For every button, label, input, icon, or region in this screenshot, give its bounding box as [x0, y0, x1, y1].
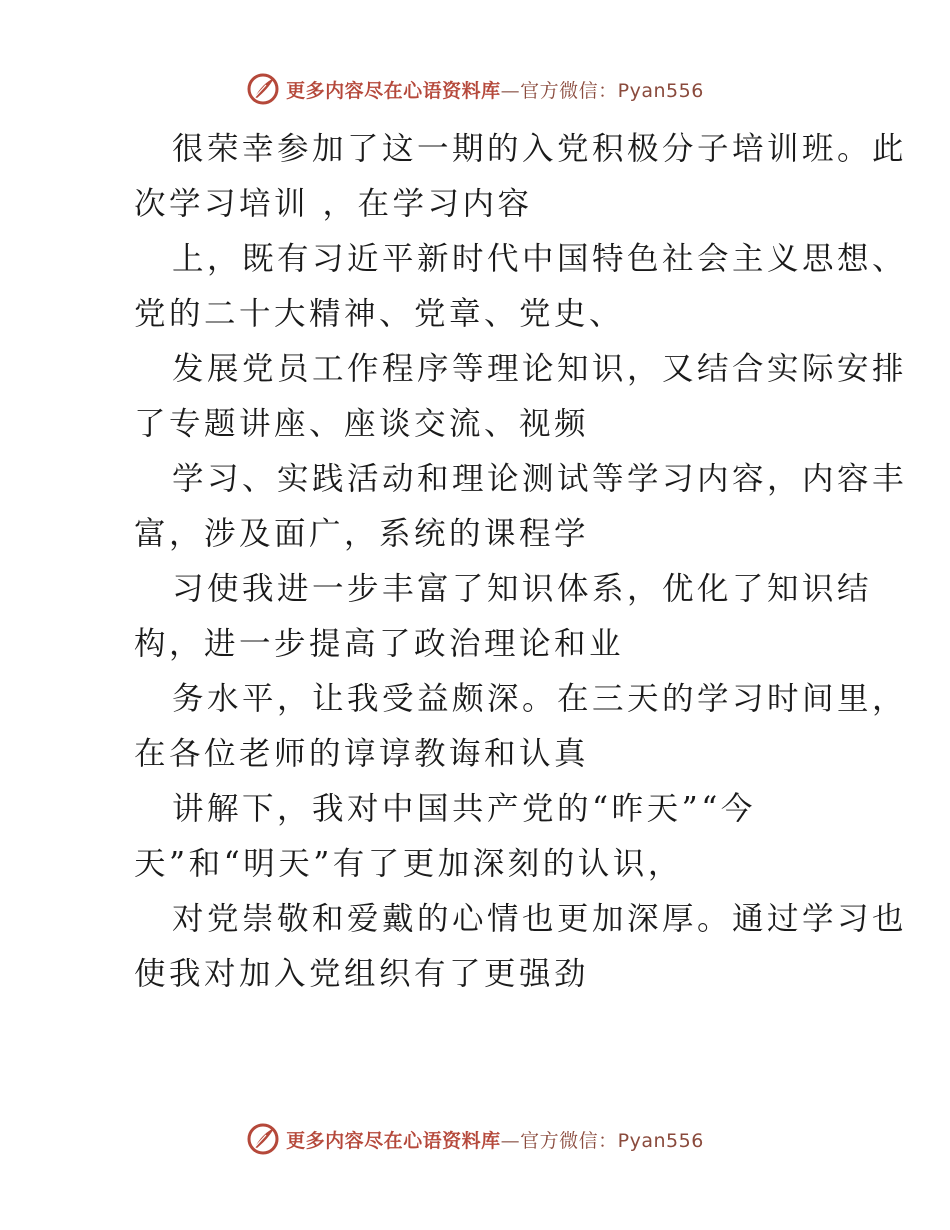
footer-brand: 更多内容尽在心语资料库 [286, 1129, 501, 1152]
paragraph-line: 对党崇敬和爱戴的心情也更加深厚。通过学习也 [172, 901, 908, 937]
paragraph-line: 学习、实践活动和理论测试等学习内容，内容丰 [172, 461, 908, 497]
paragraph-line: 次学习培训 ，在学习内容 [134, 186, 533, 222]
paragraph-line: 在各位老师的谆谆教诲和认真 [134, 736, 590, 772]
paragraph-line: 富，涉及面广，系统的课程学 [134, 516, 590, 552]
paragraph-line: 党的二十大精神、党章、党史、 [134, 296, 625, 332]
footer-text [286, 1126, 704, 1153]
paragraph-line: 很荣幸参加了这一期的入党积极分子培训班。此 [172, 131, 908, 167]
paragraph [98, 672, 908, 782]
paragraph [98, 892, 908, 1002]
paragraph-line: 发展党员工作程序等理论知识，又结合实际安排 [172, 351, 908, 387]
paragraph [98, 452, 908, 562]
feather-pen-icon [246, 72, 280, 106]
paragraph-line: 使我对加入党组织有了更强劲 [134, 956, 590, 992]
paragraph-line: 上，既有习近平新时代中国特色社会主义思想、 [172, 241, 908, 277]
paragraph-line: 讲解下，我对中国共产党的“昨天”“今 [172, 791, 756, 827]
footer-contact: 官方微信：Pyan556 [520, 1129, 704, 1152]
header-text [286, 76, 704, 103]
feather-pen-icon [246, 1122, 280, 1156]
footer-banner [0, 1122, 950, 1156]
header-separator: — [500, 79, 521, 102]
header-brand: 更多内容尽在心语资料库 [286, 79, 501, 102]
paragraph [98, 342, 908, 452]
paragraph-line: 构，进一步提高了政治理论和业 [134, 626, 625, 662]
paragraph-line: 习使我进一步丰富了知识体系，优化了知识结 [172, 571, 873, 607]
paragraph-line: 务水平，让我受益颇深。在三天的学习时间里， [172, 681, 908, 717]
paragraph [98, 562, 873, 672]
header-banner [0, 72, 950, 106]
document-body [98, 122, 908, 1002]
paragraph [98, 122, 908, 232]
footer-separator: — [500, 1129, 521, 1152]
paragraph-line: 了专题讲座、座谈交流、视频 [134, 406, 590, 442]
paragraph [98, 232, 908, 342]
paragraph-line: 天”和“明天”有了更加深刻的认识， [134, 846, 683, 882]
header-contact: 官方微信：Pyan556 [520, 79, 704, 102]
paragraph [98, 782, 858, 892]
